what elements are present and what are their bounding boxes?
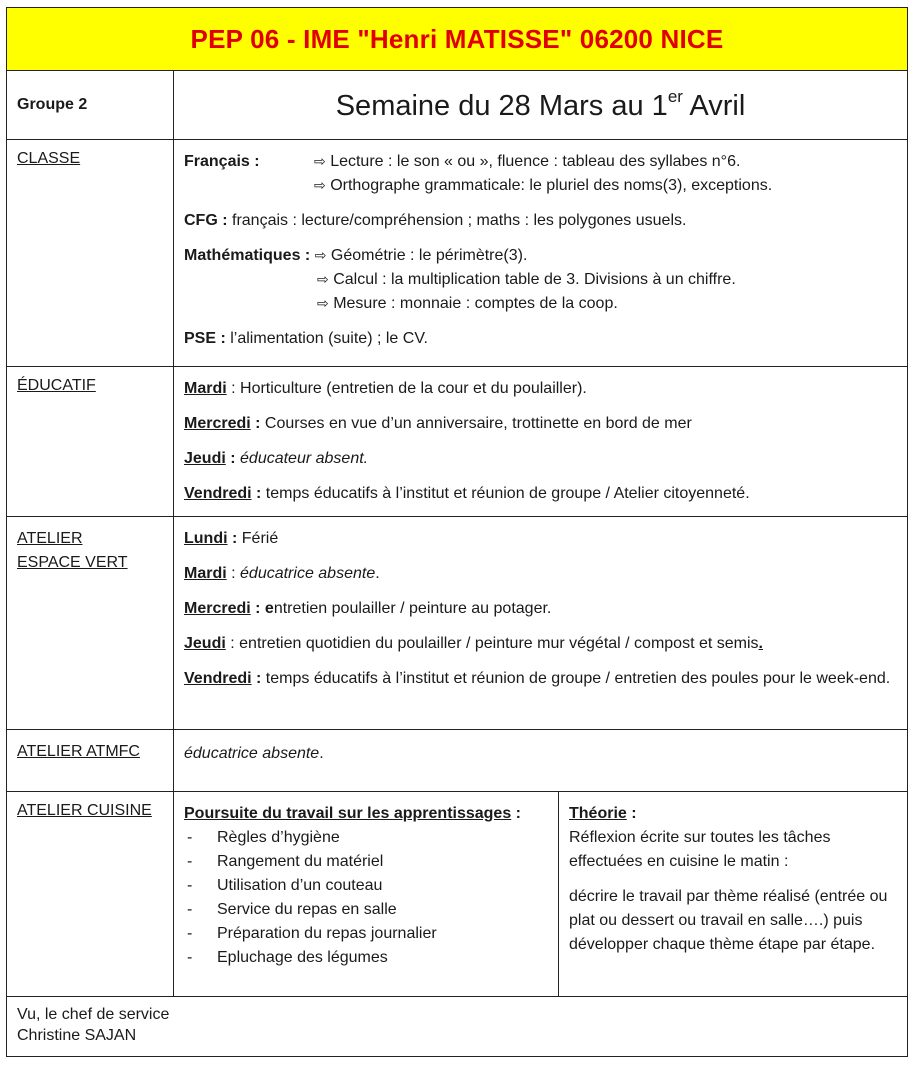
list-item: - Préparation du repas journalier xyxy=(184,922,548,946)
day-sep: : xyxy=(226,565,241,582)
title-row xyxy=(7,8,908,71)
classe-label: CLASSE xyxy=(17,150,81,167)
francais-line-1 xyxy=(184,150,897,174)
cfg-label: CFG : xyxy=(184,212,228,229)
day-text: ntretien poulailler / peinture au potager. xyxy=(273,600,552,617)
ev-day-jeudi xyxy=(184,632,897,656)
maths-item-2 xyxy=(184,268,897,292)
maths-item-3-text: Mesure : monnaie : comptes de la coop. xyxy=(333,295,618,312)
educatif-row xyxy=(7,367,908,517)
day-sep: : xyxy=(226,380,241,397)
cuisine-row xyxy=(7,792,908,997)
maths-item-1-text: Géométrie : le périmètre(3). xyxy=(330,247,528,264)
cuisine-label-cell xyxy=(7,792,174,997)
classe-label-cell xyxy=(7,140,174,367)
cuisine-right xyxy=(559,792,908,997)
footer-cell xyxy=(7,997,908,1057)
footer-row xyxy=(7,997,908,1057)
arrow-right-icon: ⇨ xyxy=(317,296,329,312)
day-label: Jeudi xyxy=(184,450,226,467)
atmfc-text: éducatrice absente xyxy=(184,745,320,762)
maths-block xyxy=(184,244,897,316)
ev-day-vendredi xyxy=(184,667,897,691)
francais-label: Français : xyxy=(184,153,260,170)
day-label: Mardi xyxy=(184,565,227,582)
day-sep: : xyxy=(225,635,240,652)
espace-vert-row xyxy=(7,517,908,730)
educatif-label: ÉDUCATIF xyxy=(17,377,96,394)
espace-vert-label-2: ESPACE VERT xyxy=(17,554,128,571)
group-row xyxy=(7,71,908,140)
pse-line xyxy=(184,327,897,351)
francais-item-2-text: Orthographe grammaticale: le pluriel des noms(3), exceptions. xyxy=(330,177,773,194)
day-label: Mercredi xyxy=(184,415,251,432)
educatif-label-cell xyxy=(7,367,174,517)
classe-row xyxy=(7,140,908,367)
page-title: PEP 06 - IME "Henri MATISSE" 06200 NICE xyxy=(7,8,908,71)
atmfc-label-cell xyxy=(7,730,174,792)
arrow-right-icon: ⇨ xyxy=(314,154,326,170)
day-text: Horticulture (entretien de la cour et du poulailler). xyxy=(240,380,587,397)
cfg-text: français : lecture/compréhension ; maths : les polygones usuels. xyxy=(227,212,687,229)
day-text-end: . xyxy=(758,635,763,652)
schedule-sheet xyxy=(6,7,907,1057)
ev-day-mardi xyxy=(184,562,897,586)
espace-vert-label-cell xyxy=(7,517,174,730)
week-title xyxy=(174,71,908,140)
day-sep: : xyxy=(227,530,242,547)
day-label: Mardi xyxy=(184,380,227,397)
day-label: Vendredi xyxy=(184,670,252,687)
footer-line-1: Vu, le chef de service xyxy=(17,1006,170,1023)
cuisine-left-title-end: : xyxy=(511,805,522,822)
list-item: - Règles d’hygiène xyxy=(184,826,548,850)
schedule-table xyxy=(6,7,908,1057)
list-item: - Epluchage des légumes xyxy=(184,946,548,970)
day-label: Vendredi xyxy=(184,485,252,502)
atmfc-text-end: . xyxy=(319,745,324,762)
cfg-line xyxy=(184,209,897,233)
week-sup: er xyxy=(667,87,683,106)
francais-block xyxy=(184,150,897,198)
week-text: Semaine du 28 Mars au 1 xyxy=(335,90,668,122)
maths-label: Mathématiques : xyxy=(184,247,311,264)
day-sep: : xyxy=(250,600,265,617)
day-text-end: . xyxy=(375,565,380,582)
cuisine-list xyxy=(184,826,548,970)
pse-text: l’alimentation (suite) ; le CV. xyxy=(225,330,428,347)
footer-line-2: Christine SAJAN xyxy=(17,1027,137,1044)
educatif-content xyxy=(174,367,908,517)
atmfc-row xyxy=(7,730,908,792)
day-text: temps éducatifs à l’institut et réunion de groupe / Atelier citoyenneté. xyxy=(265,485,750,502)
cuisine-left-title xyxy=(184,802,548,826)
day-text: Courses en vue d’un anniversaire, trottinette en bord de mer xyxy=(264,415,692,432)
educatif-day-jeudi xyxy=(184,447,897,471)
list-item: - Rangement du matériel xyxy=(184,850,548,874)
maths-item-3 xyxy=(184,292,897,316)
day-text: Férié xyxy=(241,530,279,547)
cuisine-right-para-2: décrire le travail par thème réalisé (entrée ou plat ou dessert ou travail en salle….) puis développer chaque thème étape par étape. xyxy=(569,888,888,953)
cuisine-right-title-text: Théorie xyxy=(569,805,627,822)
francais-item-1-text: Lecture : le son « ou », fluence : tableau des syllabes n°6. xyxy=(330,153,741,170)
cuisine-right-title xyxy=(569,802,897,826)
educatif-day-mercredi xyxy=(184,412,897,436)
day-sep: : xyxy=(225,450,241,467)
cuisine-left-title-text: Poursuite du travail sur les apprentissages xyxy=(184,805,512,822)
day-label: Jeudi xyxy=(184,635,226,652)
day-label: Lundi xyxy=(184,530,228,547)
arrow-right-icon: ⇨ xyxy=(314,178,326,194)
arrow-right-icon: ⇨ xyxy=(317,272,329,288)
ev-day-mercredi xyxy=(184,597,897,621)
day-text-first: e xyxy=(264,600,274,617)
list-item: - Service du repas en salle xyxy=(184,898,548,922)
educatif-day-vendredi xyxy=(184,482,897,506)
espace-vert-content xyxy=(174,517,908,730)
day-label: Mercredi xyxy=(184,600,251,617)
espace-vert-label-1: ATELIER xyxy=(17,530,83,547)
week-end: Avril xyxy=(682,90,746,122)
day-text: éducatrice absente xyxy=(240,565,376,582)
group-label: Groupe 2 xyxy=(7,71,174,140)
day-text: temps éducatifs à l’institut et réunion de groupe / entretien des poules pour le week-end. xyxy=(265,670,891,687)
day-text: entretien quotidien du poulailler / peinture mur végétal / compost et semis xyxy=(239,635,759,652)
list-item: - Utilisation d’un couteau xyxy=(184,874,548,898)
day-sep: : xyxy=(250,415,265,432)
cuisine-right-para-1: Réflexion écrite sur toutes les tâches effectuées en cuisine le matin : xyxy=(569,829,831,870)
pse-label: PSE : xyxy=(184,330,226,347)
classe-content xyxy=(174,140,908,367)
day-sep: : xyxy=(251,485,266,502)
arrow-right-icon: ⇨ xyxy=(314,248,327,264)
atmfc-label: ATELIER ATMFC xyxy=(17,743,140,760)
cuisine-left xyxy=(174,792,559,997)
maths-line-1 xyxy=(184,244,897,268)
ev-day-lundi xyxy=(184,527,897,551)
francais-item-1 xyxy=(184,150,897,174)
francais-item-2 xyxy=(184,174,897,198)
cuisine-label: ATELIER CUISINE xyxy=(17,802,152,819)
cuisine-right-title-end: : xyxy=(626,805,637,822)
atmfc-content xyxy=(174,730,908,792)
day-sep: : xyxy=(251,670,266,687)
day-text: éducateur absent. xyxy=(240,450,369,467)
maths-item-2-text: Calcul : la multiplication table de 3. Divisions à un chiffre. xyxy=(333,271,736,288)
educatif-day-mardi xyxy=(184,377,897,401)
